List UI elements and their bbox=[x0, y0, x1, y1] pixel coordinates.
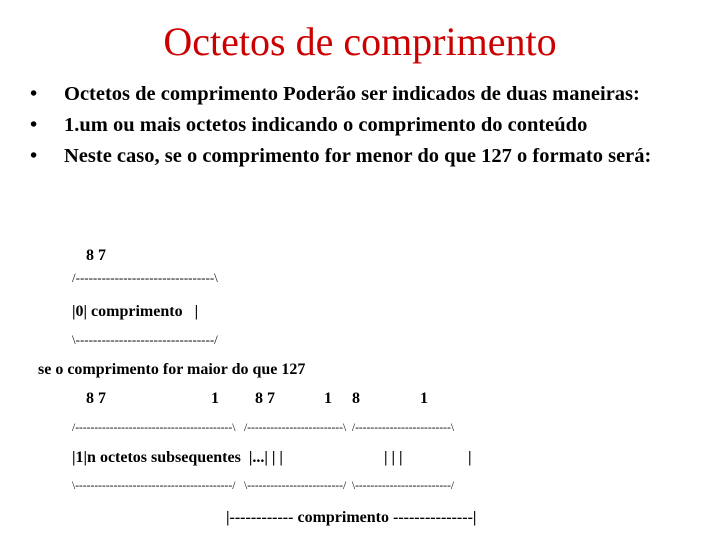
bullet-marker: • bbox=[30, 145, 38, 167]
long-form-bottom-border: \-----------------------------------------/ \-------------------------/ \-------------------------/ bbox=[72, 480, 455, 492]
bullet-marker: • bbox=[30, 114, 38, 136]
bullet-marker: • bbox=[30, 83, 38, 105]
long-form-content: |1|n octetos subsequentes |...| | | bbox=[72, 449, 283, 466]
short-form-content: |0| comprimento | bbox=[72, 303, 199, 320]
long-form-content-end: | bbox=[468, 449, 472, 466]
long-form-bit-label: 1 bbox=[420, 390, 428, 407]
long-form-bit-label: 1 bbox=[324, 390, 332, 407]
short-form-bit-labels: 8 7 bbox=[86, 247, 106, 264]
bullet-list bbox=[30, 80, 710, 173]
short-form-top-border: /--------------------------------\ bbox=[72, 270, 218, 285]
bullet-text: Neste caso, se o comprimento for menor do que 127 o formato será: bbox=[64, 145, 652, 167]
bullet-item bbox=[30, 111, 710, 140]
long-form-content-tail: | | | bbox=[384, 449, 403, 466]
length-span-label: |------------ comprimento ---------------| bbox=[226, 509, 477, 526]
long-form-caption: se o comprimento for maior do que 127 bbox=[38, 361, 306, 378]
long-form-bit-label: 8 7 bbox=[255, 390, 275, 407]
bullet-text: Octetos de comprimento Poderão ser indicados de duas maneiras: bbox=[64, 83, 640, 105]
long-form-bit-label: 1 bbox=[211, 390, 219, 407]
bullet-text: 1.um ou mais octetos indicando o comprimento do conteúdo bbox=[64, 114, 588, 136]
long-form-bit-label: 8 bbox=[352, 390, 360, 407]
long-form-bit-label: 8 7 bbox=[86, 390, 106, 407]
bullet-item bbox=[30, 80, 710, 109]
short-form-bottom-border: \--------------------------------/ bbox=[72, 332, 218, 347]
bullet-item bbox=[30, 142, 710, 171]
slide-title: Octetos de comprimento bbox=[163, 19, 557, 64]
long-form-top-border: /-----------------------------------------\ /-------------------------\ /-------------------------\ bbox=[72, 422, 455, 434]
